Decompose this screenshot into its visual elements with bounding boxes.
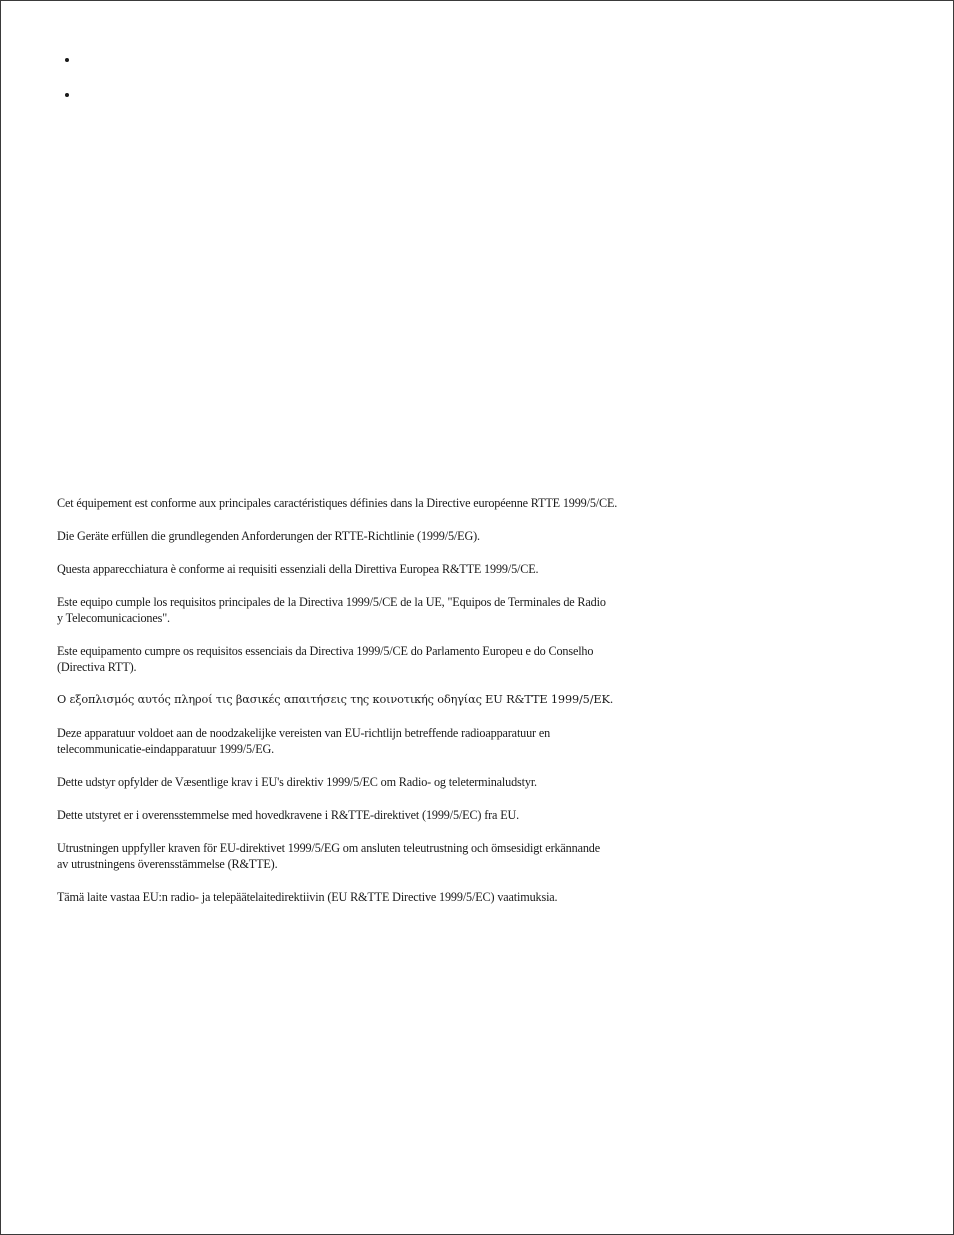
statement-portuguese: Este equipamento cumpre os requisitos essenciais da Directiva 1999/5/CE do Parlamento Europeu e do Conselho (Directiva RTT).	[57, 644, 594, 674]
statement-greek: Ο εξοπλισμός αυτός πληροί τις βασικές απαιτήσεις της κοινοτικής οδηγίας EU R&TTE 1999/5/EK.	[57, 693, 614, 706]
statement-italian: Questa apparecchiatura è conforme ai requisiti essenziali della Direttiva Europea R&TTE 1999/5/CE.	[57, 562, 539, 576]
statement-dutch: Deze apparatuur voldoet aan de noodzakelijke vereisten van EU-richtlijn betreffende radioapparatuur en telecommunicatie-eindapparatuur 1999/5/EG.	[57, 726, 551, 756]
bullet-list	[60, 52, 80, 122]
statement-norwegian: Dette utstyret er i overensstemmelse med hovedkravene i R&TTE-direktivet (1999/5/EC) fra EU.	[57, 808, 520, 822]
statement-danish: Dette udstyr opfylder de Væsentlige krav i EU's direktiv 1999/5/EC om Radio- og teleterminaludstyr.	[57, 775, 537, 789]
statement-spanish: Este equipo cumple los requisitos principales de la Directiva 1999/5/CE de la UE, "Equipos de Terminales de Radio y Telecomunicaciones".	[57, 595, 606, 625]
statement-finnish: Tämä laite vastaa EU:n radio- ja telepäätelaitedirektiivin (EU R&TTE Directive 1999/5/EC) vaatimuksia.	[57, 890, 558, 904]
statement-swedish: Utrustningen uppfyller kraven för EU-direktivet 1999/5/EG om ansluten teleutrustning och ömsesidigt erkännande av utrustningens överensstämmelse (R&TTE).	[57, 841, 600, 871]
compliance-statements	[57, 495, 747, 922]
statement-french: Cet équipement est conforme aux principales caractéristiques définies dans la Directive européenne RTTE 1999/5/CE.	[57, 496, 618, 510]
statement-german: Die Geräte erfüllen die grundlegenden Anforderungen der RTTE-Richtlinie (1999/5/EG).	[57, 529, 480, 543]
